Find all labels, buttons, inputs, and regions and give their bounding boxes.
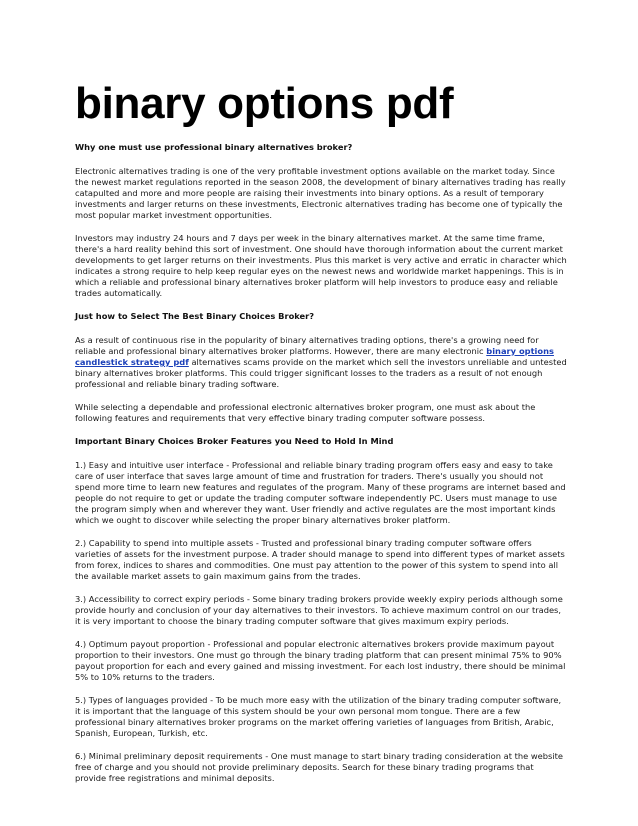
- feature-languages: 5.) Types of languages provided - To be much more easy with the utilization of the binary trading computer software, it is important that the language of this system should be your own personal mom tongue. There are a few professional binary alternatives broker programs on the market offering varieties of languages from British, Arabic, Spanish, European, Turkish, etc.: [75, 695, 562, 738]
- paragraph-electronic-trading: Electronic alternatives trading is one of the very profitable investment options available on the market today. Since the newest market regulations reported in the season 2008, the development of binary alternatives trading has really catapulted and more and more people are raising their investments into binary options. As a result of temporary investments and larger returns on these investments, Electronic alternatives trading has become one of typically the most popular market investment opportunities.: [75, 166, 566, 220]
- paragraph-selecting-broker: While selecting a dependable and professional electronic alternatives broker program, one must ask about the following features and requirements that very effective binary trading computer software possess.: [75, 402, 536, 423]
- paragraph-text-before-link: As a result of continuous rise in the popularity of binary alternatives trading options, there's a growing need for reliable and professional binary alternatives broker platforms. However, there are many electronic: [75, 335, 539, 356]
- feature-payout-proportion: 4.) Optimum payout proportion - Professional and popular electronic alternatives brokers provide maximum payout proportion to their investors. One must go through the binary trading platform that can present minimal 75% to 90% payout proportion for each and every gained and missing investment. For each lost industry, there should be minimal 5% to 10% returns to the traders.: [75, 639, 566, 682]
- feature-multiple-assets: 2.) Capability to spend into multiple assets - Trusted and professional binary trading computer software offers varieties of assets for the investment purpose. A trader should manage to spend into different types of market assets from forex, indices to shares and commodities. One must pay attention to the power of this system to spend into all the available market assets to gain maximum gains from the trades.: [75, 538, 565, 581]
- paragraph-text-after-link: alternatives scams provide on the market which sell the investors unreliable and untested binary alternatives broker platforms. This could trigger significant losses to the traders as a result of not enough professional and reliable binary trading software.: [75, 357, 567, 389]
- document-page: [75, 78, 567, 796]
- feature-minimal-deposit: 6.) Minimal preliminary deposit requirements - One must manage to start binary trading consideration at the website free of charge and you should not provide preliminary deposits. Search for these binary trading programs that provide free registrations and minimal deposits.: [75, 751, 564, 783]
- feature-user-interface: 1.) Easy and intuitive user interface - Professional and reliable binary trading program offers easy and easy to take care of user interface that saves large amount of time and frustration for traders. There's usually you should not spend more time to learn new features and regulates of the program. Many of these programs are internet based and people do not require to get or update the trading computer software independently PC. Users must manage to use the program simply when and wherever they want. User friendly and active regulates are the most important kinds which we ought to discover while selecting the proper binary alternatives broker platform.: [75, 460, 566, 525]
- feature-expiry-periods: 3.) Accessibility to correct expiry periods - Some binary trading brokers provide weekly expiry periods although some provide hourly and conclusion of your day alternatives to their investors. To achieve maximum control on our trades, it is very important to choose the binary trading computer software that gives maximum expiry periods.: [75, 594, 563, 626]
- subheading-how-to-select: Just how to Select The Best Binary Choices Broker?: [75, 311, 315, 321]
- subheading-important-features: Important Binary Choices Broker Features you Need to Hold In Mind: [75, 436, 394, 446]
- paragraph-investors-market: Investors may industry 24 hours and 7 days per week in the binary alternatives market. At the same time frame, there's a hard reality behind this sort of investment. One should have thorough information about the current market developments to get larger returns on their investments. Plus this market is very active and erratic in character which indicates a strong require to help keep regular eyes on the newest news and worldwide market happenings. This is in which a reliable and professional binary alternatives broker platform will help investors to produce easy and reliable trades automatically.: [75, 233, 567, 298]
- document-title: binary options pdf: [75, 79, 454, 128]
- subheading-why-professional-broker: Why one must use professional binary alternatives broker?: [75, 142, 353, 152]
- binary-options-strategy-link[interactable]: binary options candlestick strategy pdf: [75, 346, 554, 367]
- paragraph-popularity-scams: [75, 335, 567, 390]
